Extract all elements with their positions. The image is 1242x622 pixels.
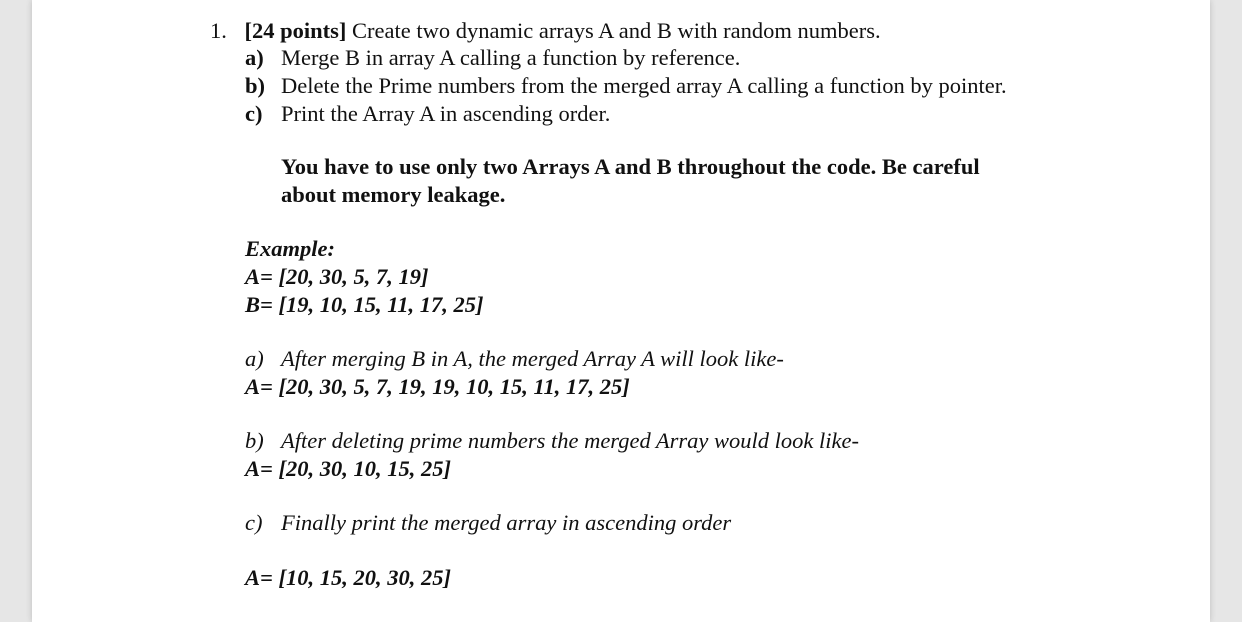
question-number: 1. — [210, 18, 227, 43]
question-intro: Create two dynamic arrays A and B with random numbers. — [346, 18, 881, 43]
example-array-a: A= [20, 30, 5, 7, 19] — [245, 264, 429, 289]
step-b-text: After deleting prime numbers the merged Array would look like- — [281, 428, 860, 453]
step-b-result: A= [20, 30, 10, 15, 25] — [245, 456, 451, 481]
example-heading: Example: — [245, 236, 335, 261]
note-line-1: You have to use only two Arrays A and B throughout the code. Be careful — [281, 154, 980, 179]
step-c-text: Finally print the merged array in ascending order — [281, 510, 732, 535]
part-a-text: Merge B in array A calling a function by reference. — [281, 45, 741, 70]
step-a-result: A= [20, 30, 5, 7, 19, 19, 10, 15, 11, 17, 25] — [245, 374, 630, 399]
step-c-result: A= [10, 15, 20, 30, 25] — [245, 565, 451, 590]
part-c-text: Print the Array A in ascending order. — [281, 101, 611, 126]
question-line — [210, 18, 881, 44]
note-line-2: about memory leakage. — [281, 182, 506, 207]
step-c-label: c) — [245, 510, 263, 535]
step-b-label: b) — [245, 428, 264, 453]
step-a-text: After merging B in A, the merged Array A will look like- — [281, 346, 784, 371]
part-b-text: Delete the Prime numbers from the merged array A calling a function by pointer. — [281, 73, 1007, 98]
part-a-label: a) — [245, 45, 264, 70]
document-page — [32, 0, 1210, 622]
question-points: [24 points] — [244, 18, 347, 43]
part-b-label: b) — [245, 73, 266, 98]
part-c-label: c) — [245, 101, 263, 126]
example-array-b: B= [19, 10, 15, 11, 17, 25] — [245, 292, 484, 317]
step-a-label: a) — [245, 346, 264, 371]
